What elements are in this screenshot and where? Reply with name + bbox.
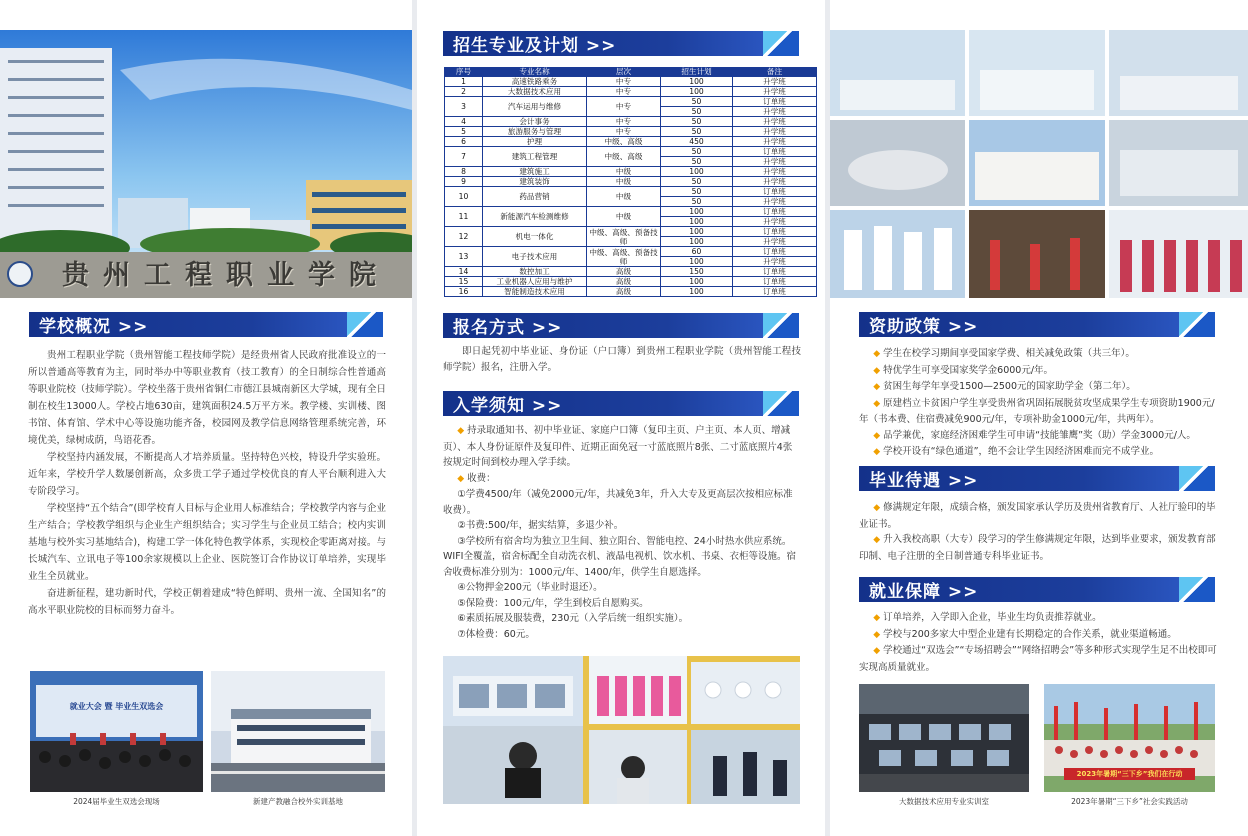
- bullet-diamond-icon: ◆: [873, 430, 881, 441]
- remark-cell: 订单班: [733, 147, 817, 157]
- level-cell: 中级、高级: [587, 137, 661, 147]
- major-name-cell: 会计事务: [483, 117, 587, 127]
- level-cell: 中专: [587, 117, 661, 127]
- row-number-cell: 12: [445, 227, 483, 247]
- list-item: [859, 346, 1217, 363]
- lab-illustration: [859, 684, 1029, 792]
- bullet-diamond-icon: ◆: [873, 382, 881, 392]
- level-cell: 中专: [587, 87, 661, 97]
- remark-cell: 升学班: [733, 77, 817, 87]
- fee-item: ②书费:500/年，据实结算，多退少补。: [457, 520, 624, 531]
- row-number-cell: 6: [445, 137, 483, 147]
- list-item-text: 特优学生可享受国家奖学金6000元/年。: [883, 364, 1054, 376]
- summer-practice-photo: [1044, 684, 1215, 792]
- column-header: 层次: [587, 68, 661, 77]
- remark-cell: 升学班: [733, 137, 817, 147]
- graduation-list: [859, 500, 1217, 564]
- plan-count-cell: 450: [661, 137, 733, 147]
- list-item: [859, 444, 1217, 461]
- level-cell: 中专: [587, 97, 661, 117]
- admission-notes-header: [443, 391, 799, 416]
- plan-count-cell: 100: [661, 207, 733, 217]
- list-item: [443, 471, 801, 488]
- table-header-row: [445, 68, 817, 77]
- row-number-cell: 4: [445, 117, 483, 127]
- major-name-cell: 建筑装饰: [483, 177, 587, 187]
- plan-count-cell: 50: [661, 157, 733, 167]
- campus-photo: [0, 30, 412, 298]
- remark-cell: 升学班: [733, 127, 817, 137]
- enrollment-plan-body: [445, 77, 817, 297]
- header-ribbon-icon: [1179, 577, 1215, 602]
- level-cell: 高级: [587, 277, 661, 287]
- graduation-header: [859, 466, 1215, 491]
- header-ribbon-icon: [347, 312, 383, 337]
- list-item: [859, 532, 1217, 564]
- major-name-cell: 高速铁路乘务: [483, 77, 587, 87]
- table-row: [445, 287, 817, 297]
- level-cell: 中级: [587, 167, 661, 177]
- campus-sign-text: 贵州工程职业学院: [62, 260, 390, 291]
- row-number-cell: 16: [445, 287, 483, 297]
- list-item-text: 学生在校学习期间享受国家学费、相关减免政策（共三年）。: [883, 348, 1135, 359]
- financial-aid-list: [859, 346, 1217, 461]
- employment-title: 就业保障 >>: [859, 577, 1179, 602]
- table-row: [445, 127, 817, 137]
- facilities-photo-grid: [830, 30, 1248, 298]
- bullet-diamond-icon: ◆: [873, 398, 881, 409]
- bullet-diamond-icon: ◆: [873, 447, 881, 457]
- major-name-cell: 建筑工程管理: [483, 147, 587, 167]
- training-base-caption: 新建产教融合校外实训基地: [253, 797, 343, 806]
- job-fair-banner-text: 就业大会 暨 毕业生双选会: [69, 702, 164, 711]
- plan-count-cell: 100: [661, 87, 733, 97]
- list-item-text: 升入我校高职（大专）段学习的学生修满规定年限，达到毕业要求，颁发教育部印制、电子注册的全日制普通专科毕业证书。: [859, 534, 1216, 562]
- major-name-cell: 新能源汽车检测维修: [483, 207, 587, 227]
- row-number-cell: 13: [445, 247, 483, 267]
- row-number-cell: 3: [445, 97, 483, 117]
- remark-cell: 升学班: [733, 217, 817, 227]
- plan-count-cell: 100: [661, 77, 733, 87]
- level-cell: 高级: [587, 267, 661, 277]
- fee-item: ⑤保险费：100元/年，学生到校后自愿购买。: [457, 597, 649, 609]
- header-ribbon-icon: [763, 391, 799, 416]
- table-row: [445, 147, 817, 157]
- plan-count-cell: 100: [661, 287, 733, 297]
- financial-aid-header: [859, 312, 1215, 337]
- row-number-cell: 2: [445, 87, 483, 97]
- row-number-cell: 8: [445, 167, 483, 177]
- plan-count-cell: 100: [661, 277, 733, 287]
- remark-cell: 订单班: [733, 207, 817, 217]
- list-item-text: 贫困生每学年享受1500—2500元的国家助学金（第二年）。: [883, 381, 1136, 392]
- overview-paragraph: 贵州工程职业学院（贵州智能工程技师学院）是经贵州省人民政府批准设立的一所以普通高等教育为主，同时举办中等职业教育（技工教育）的全日制综合性普通高等职业院校（技师学院）。学校坐落于贵州省铜仁市德江县城南新区大学城，现有全日制在校生13000人。学校占地630亩，建筑面积24.5万平方米。教学楼、实训楼、图书馆、体育馆、学术中心等设施功能齐备，校园网及教学信息网络管理系统完善，环境优美，绿树成荫，鸟语花香。: [28, 350, 386, 446]
- level-cell: 中专: [587, 127, 661, 137]
- row-number-cell: 7: [445, 147, 483, 167]
- level-cell: 中专: [587, 77, 661, 87]
- overview-paragraph: 奋进新征程，建功新时代，学校正朝着建成“特色鲜明、贵州一流、全国知名”的高水平职业院校的目标而努力奋斗。: [28, 588, 386, 616]
- remark-cell: 升学班: [733, 257, 817, 267]
- training-base-illustration: [211, 671, 385, 792]
- table-row: [445, 97, 817, 107]
- column-header: 备注: [733, 68, 817, 77]
- remark-cell: 升学班: [733, 177, 817, 187]
- header-ribbon-icon: [763, 31, 799, 56]
- left-panel: [0, 0, 412, 836]
- plan-count-cell: 100: [661, 257, 733, 267]
- table-row: [445, 227, 817, 237]
- major-name-cell: 护理: [483, 137, 587, 147]
- remark-cell: 订单班: [733, 187, 817, 197]
- level-cell: 中级、高级: [587, 147, 661, 167]
- plan-count-cell: 100: [661, 167, 733, 177]
- major-name-cell: 旅游服务与管理: [483, 127, 587, 137]
- header-ribbon-icon: [763, 313, 799, 338]
- job-fair-illustration: [30, 671, 203, 792]
- collage-illustration: [443, 656, 800, 804]
- row-number-cell: 15: [445, 277, 483, 287]
- school-overview-title: 学校概况 >>: [29, 312, 347, 337]
- list-item: [859, 428, 1217, 445]
- overview-paragraph: 学校坚持内涵发展，不断提高人才培养质量。坚持特色兴校，特设升学实验班。近年来，学校升学人数屡创新高，众多贵工学子通过学校优良的育人平台顺利进入大专阶段学习。: [28, 452, 386, 497]
- plan-count-cell: 50: [661, 127, 733, 137]
- table-row: [445, 267, 817, 277]
- list-item: [443, 423, 801, 471]
- remark-cell: 升学班: [733, 237, 817, 247]
- plan-count-cell: 60: [661, 247, 733, 257]
- table-row: [445, 87, 817, 97]
- middle-panel: [417, 0, 825, 836]
- plan-count-cell: 100: [661, 237, 733, 247]
- list-item: [859, 379, 1217, 396]
- registration-title: 报名方式 >>: [443, 313, 763, 338]
- major-name-cell: 智能制造技术应用: [483, 287, 587, 297]
- remark-cell: 升学班: [733, 197, 817, 207]
- enrollment-plan-header: [443, 31, 799, 56]
- table-row: [445, 277, 817, 287]
- header-ribbon-icon: [1179, 466, 1215, 491]
- table-row: [445, 187, 817, 197]
- registration-paragraph: 即日起凭初中毕业证、身份证（户口簿）到贵州工程职业学院（贵州智能工程技师学院）报名，注册入学。: [443, 346, 801, 373]
- table-row: [445, 117, 817, 127]
- remark-cell: 升学班: [733, 117, 817, 127]
- plan-count-cell: 50: [661, 147, 733, 157]
- list-item: [859, 643, 1217, 675]
- list-item: [859, 627, 1217, 644]
- remark-cell: 订单班: [733, 227, 817, 237]
- list-item: [859, 396, 1217, 428]
- list-item-text: 修满规定年限，成绩合格，颁发国家承认学历及贵州省教育厅、人社厅验印的毕业证书。: [859, 502, 1216, 530]
- list-item-text: 原建档立卡贫困户学生享受贵州省巩固拓展脱贫攻坚成果学生专项资助1900元/年（书本费、住宿费减免900元/年，专项补助金1000元/年，共两年）。: [859, 397, 1215, 425]
- table-row: [445, 207, 817, 217]
- major-name-cell: 药品营销: [483, 187, 587, 207]
- row-number-cell: 5: [445, 127, 483, 137]
- remark-cell: 订单班: [733, 97, 817, 107]
- list-item-text: 持录取通知书、初中毕业证、家庭户口簿（复印主页、户主页、本人页、增减页）、本人身份证原件及复印件、近期正面免冠一寸蓝底照片8张、二寸蓝底照片4张按规定时间到校办理入学手续。: [443, 425, 793, 468]
- major-name-cell: 工业机器人应用与维护: [483, 277, 587, 287]
- major-name-cell: 机电一体化: [483, 227, 587, 247]
- column-header: 专业名称: [483, 68, 587, 77]
- bullet-diamond-icon: ◆: [873, 535, 881, 545]
- major-name-cell: 数控加工: [483, 267, 587, 277]
- row-number-cell: 10: [445, 187, 483, 207]
- major-name-cell: 建筑施工: [483, 167, 587, 177]
- summer-practice-banner-text: 2023年暑期“三下乡”我们在行动: [1076, 770, 1183, 778]
- summer-practice-caption: 2023年暑期“三下乡”社会实践活动: [1071, 797, 1188, 806]
- plan-count-cell: 100: [661, 217, 733, 227]
- plan-count-cell: 150: [661, 267, 733, 277]
- remark-cell: 升学班: [733, 87, 817, 97]
- fee-item: ⑦体检费：60元。: [457, 628, 535, 640]
- level-cell: 中级、高级、预备技师: [587, 227, 661, 247]
- campus-life-collage: [443, 656, 800, 804]
- plan-count-cell: 50: [661, 177, 733, 187]
- enrollment-plan-title: 招生专业及计划 >>: [443, 31, 763, 56]
- bullet-diamond-icon: ◆: [873, 365, 881, 376]
- row-number-cell: 11: [445, 207, 483, 227]
- table-row: [445, 137, 817, 147]
- bullet-diamond-icon: ◆: [457, 426, 465, 436]
- remark-cell: 升学班: [733, 157, 817, 167]
- header-ribbon-icon: [1179, 312, 1215, 337]
- financial-aid-title: 资助政策 >>: [859, 312, 1179, 337]
- list-item-text: 收费：: [467, 472, 496, 484]
- fee-item: ⑥素质拓展及服装费，230元（入学后统一组织实施）。: [457, 613, 689, 624]
- right-panel: [830, 0, 1248, 836]
- bullet-diamond-icon: ◆: [873, 613, 881, 623]
- column-header: 序号: [445, 68, 483, 77]
- row-number-cell: 14: [445, 267, 483, 277]
- fee-item: ①学费4500/年（减免2000元/年，共减免3年，升入大专及更高层次按相应标准收费）。: [443, 489, 793, 516]
- table-row: [445, 167, 817, 177]
- job-fair-photo: [30, 671, 203, 792]
- level-cell: 中级: [587, 177, 661, 187]
- table-row: [445, 247, 817, 257]
- big-data-lab-photo: [859, 684, 1029, 792]
- bullet-diamond-icon: ◆: [457, 473, 465, 484]
- fee-item: ④公物押金200元（毕业时退还）。: [457, 582, 603, 593]
- employment-list: [859, 610, 1217, 675]
- list-item-text: 品学兼优，家庭经济困难学生可申请“技能雏鹰”奖（助）学金3000元/人。: [883, 429, 1196, 441]
- plan-count-cell: 50: [661, 117, 733, 127]
- row-number-cell: 1: [445, 77, 483, 87]
- major-name-cell: 电子技术应用: [483, 247, 587, 267]
- level-cell: 中级、高级、预备技师: [587, 247, 661, 267]
- list-item-text: 学校开设有“绿色通道”，绝不会让学生因经济困难而完不成学业。: [883, 446, 1160, 457]
- level-cell: 高级: [587, 287, 661, 297]
- level-cell: 中级: [587, 207, 661, 227]
- column-header: 招生计划: [661, 68, 733, 77]
- plan-count-cell: 50: [661, 197, 733, 207]
- job-fair-caption: 2024届毕业生双选会现场: [73, 797, 160, 806]
- major-name-cell: 汽车运用与维修: [483, 97, 587, 117]
- registration-text: [443, 344, 801, 376]
- plan-count-cell: 50: [661, 107, 733, 117]
- table-row: [445, 177, 817, 187]
- admission-notes-title: 入学须知 >>: [443, 391, 763, 416]
- plan-count-cell: 50: [661, 187, 733, 197]
- level-cell: 中级: [587, 187, 661, 207]
- list-item: [859, 363, 1217, 380]
- remark-cell: 升学班: [733, 107, 817, 117]
- remark-cell: 升学班: [733, 167, 817, 177]
- bullet-diamond-icon: ◆: [873, 349, 881, 359]
- major-name-cell: 大数据技术应用: [483, 87, 587, 97]
- bullet-diamond-icon: ◆: [873, 503, 881, 513]
- employment-header: [859, 577, 1215, 602]
- overview-paragraph: 学校坚持“五个结合”(即学校育人目标与企业用人标准结合；学校教学内容与企业生产结合；学校教学组织与企业生产组织结合；实习学生与企业员工结合；校内实训基地与校外实习基地结合)，构建工学一体化特色教学体系，实现校企零距离对接。与长城汽车、立讯电子等100余家规模以上企业、医院签订合作协议订单培养，实现毕业生全员就业。: [28, 503, 386, 582]
- remark-cell: 订单班: [733, 287, 817, 297]
- admission-notes-list: [443, 423, 801, 642]
- list-item: [859, 500, 1217, 532]
- registration-header: [443, 313, 799, 338]
- remark-cell: 订单班: [733, 277, 817, 287]
- list-item: [859, 610, 1217, 627]
- list-item-text: 学校通过“双选会”“专场招聘会”“网络招聘会”等多种形式实现学生足不出校即可实现高质量就业。: [859, 645, 1217, 673]
- bullet-diamond-icon: ◆: [873, 629, 881, 640]
- plan-count-cell: 50: [661, 97, 733, 107]
- list-item-text: 订单培养，入学即入企业，毕业生均负责推荐就业。: [883, 612, 1102, 623]
- training-base-photo: [211, 671, 385, 792]
- enrollment-plan-table: [444, 67, 817, 297]
- plan-count-cell: 100: [661, 227, 733, 237]
- bullet-diamond-icon: ◆: [873, 646, 881, 656]
- row-number-cell: 9: [445, 177, 483, 187]
- school-overview-text: [28, 347, 386, 619]
- table-row: [445, 77, 817, 87]
- facilities-illustration: [830, 30, 1248, 298]
- remark-cell: 订单班: [733, 267, 817, 277]
- big-data-lab-caption: 大数据技术应用专业实训室: [899, 797, 989, 806]
- remark-cell: 订单班: [733, 247, 817, 257]
- fee-item: ③学校所有宿舍均为独立卫生间、独立阳台、智能电控、24小时热水供应系统。WIFI全覆盖，宿舍标配全自动洗衣机、液晶电视机、饮水机、书桌、衣柜等设施。宿舍收费标准分别为：1000元/年、1400/年，供学生自愿选择。: [443, 535, 796, 578]
- graduation-title: 毕业待遇 >>: [859, 466, 1179, 491]
- school-overview-header: [29, 312, 383, 337]
- list-item-text: 学校与200多家大中型企业建有长期稳定的合作关系，就业渠道畅通。: [883, 628, 1177, 640]
